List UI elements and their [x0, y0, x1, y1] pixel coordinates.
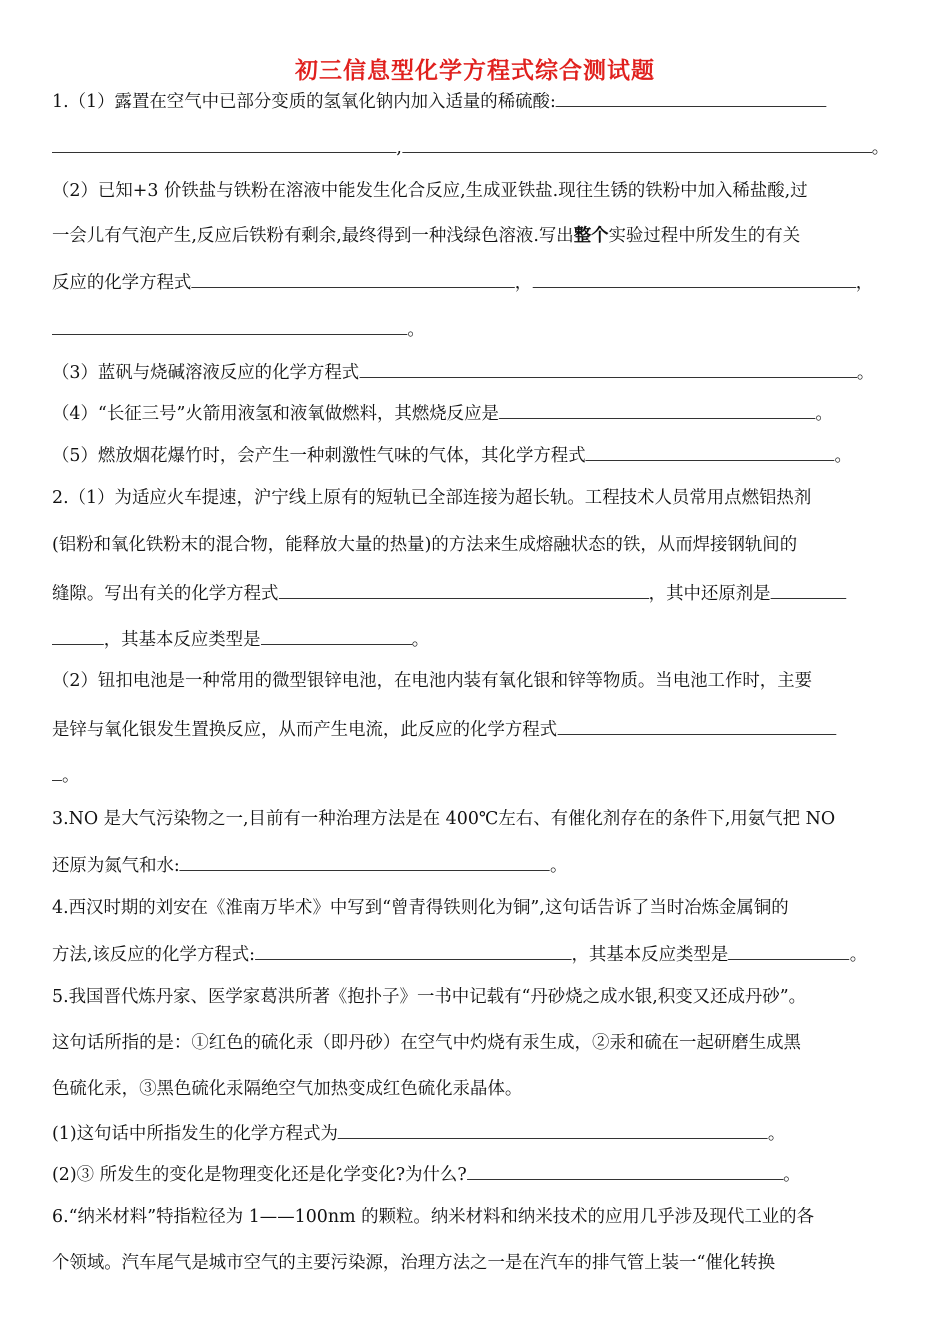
q4-line1: 4.西汉时期的刘安在《淮南万毕术》中写到“曾青得铁则化为铜”,这句话告诉了当时冶炼金属铜的: [52, 898, 789, 918]
answer-blank[interactable]: [557, 716, 836, 735]
period: 。: [61, 766, 80, 786]
q5-sub1: [52, 1120, 898, 1147]
q1-part2-line1: （2）已知+3 价铁盐与铁粉在溶液中能发生化合反应,生成亚铁盐.现往生锈的铁粉中加入稀盐酸,过: [52, 181, 808, 201]
q2-part2-line2: [52, 716, 898, 743]
answer-blank[interactable]: [52, 134, 396, 153]
page-title: 初三信息型化学方程式综合测试题: [295, 58, 655, 84]
answer-blank[interactable]: [771, 580, 847, 599]
text: 是锌与氧化银发生置换反应，从而产生电流，此反应的化学方程式: [52, 720, 558, 740]
q1-part1-line1: [52, 88, 898, 115]
q1-part2-line3: [52, 269, 898, 296]
q1-part5: [52, 442, 898, 469]
text: ，其中还原剂是: [648, 584, 771, 604]
answer-blank[interactable]: [180, 852, 550, 871]
text: 缝隙。写出有关的化学方程式: [52, 584, 279, 604]
q5-sub2: [52, 1161, 898, 1188]
q2-line1: 2.（1）为适应火车提速，沪宁线上原有的短轨已全部连接为超长轨。工程技术人员常用点燃铝热剂: [52, 488, 812, 508]
q5-line3: 色硫化汞，③黑色硫化汞隔绝空气加热变成红色硫化汞晶体。: [52, 1079, 523, 1099]
q6-line1: 6.“纳米材料”特指粒径为 1——100nm 的颗粒。纳米材料和纳米技术的应用几乎涉及现代工业的各: [52, 1207, 815, 1227]
answer-blank[interactable]: [52, 762, 62, 781]
answer-blank[interactable]: [52, 316, 407, 335]
answer-blank[interactable]: [255, 941, 572, 960]
answer-blank[interactable]: [402, 134, 872, 153]
q2-part2-line1: （2）钮扣电池是一种常用的微型银锌电池，在电池内装有氧化银和锌等物质。当电池工作时，主要: [52, 671, 813, 691]
q5-line2: 这句话所指的是：①红色的硫化汞（即丹砂）在空气中灼烧有汞生成，②汞和硫在一起研磨生成黑: [52, 1033, 801, 1053]
answer-blank[interactable]: [52, 626, 104, 645]
text: 实验过程中所发生的有关: [608, 226, 801, 246]
answer-blank[interactable]: [359, 359, 857, 378]
q3-line1: 3.NO 是大气污染物之一,目前有一种治理方法是在 400℃左右、有催化剂存在的条件下,用氨气把 NO: [52, 809, 836, 829]
text: ，其基本反应类型是: [103, 630, 261, 650]
q2-part2-line3: [52, 762, 898, 789]
answer-blank[interactable]: [586, 442, 835, 461]
period: 。: [407, 320, 425, 340]
period: 。: [834, 446, 852, 466]
answer-blank[interactable]: [261, 626, 412, 645]
answer-blank[interactable]: [191, 269, 514, 288]
text: 方法,该反应的化学方程式:: [52, 945, 256, 965]
q1-part4: [52, 400, 898, 427]
separator: ，: [514, 273, 533, 293]
text: ，其基本反应类型是: [571, 945, 729, 965]
answer-blank[interactable]: [467, 1161, 784, 1180]
separator: ，: [855, 273, 874, 293]
period: 。: [871, 138, 890, 158]
period: 。: [550, 856, 568, 876]
q2-line4: [52, 626, 898, 653]
period: 。: [411, 630, 430, 650]
period: 。: [849, 945, 868, 965]
q1-part2-line2: [52, 223, 898, 249]
text: (1)这句话中所指发生的化学方程式为: [52, 1124, 338, 1144]
answer-blank[interactable]: [338, 1120, 768, 1139]
q3-line2: [52, 852, 898, 879]
q1-part2-line4: [52, 316, 898, 343]
q6-line2: 个领域。汽车尾气是城市空气的主要污染源，治理方法之一是在汽车的排气管上装一“催化转换: [52, 1253, 776, 1273]
text: 一会儿有气泡产生,反应后铁粉有剩余,最终得到一种浅绿色溶液.写出: [52, 226, 574, 246]
q1-part1-line2: [52, 134, 898, 161]
answer-blank[interactable]: [532, 269, 855, 288]
period: 。: [856, 363, 875, 383]
text: （4）“长征三号”火箭用液氢和液氧做燃料，其燃烧反应是: [52, 404, 499, 424]
answer-blank[interactable]: [728, 941, 849, 960]
q2-line3: [52, 580, 898, 607]
period: 。: [783, 1165, 801, 1185]
period: 。: [815, 404, 833, 424]
q2-line2: (铝粉和氧化铁粉末的混合物，能释放大量的热量)的方法来生成熔融状态的铁，从而焊接钢轨间的: [52, 535, 798, 555]
q5-line1: 5.我国晋代炼丹家、医学家葛洪所著《抱扑子》一书中记载有“丹砂烧之成水银,积变又还成丹砂”。: [52, 987, 807, 1007]
text: 反应的化学方程式: [52, 273, 192, 293]
separator: ,: [396, 138, 402, 158]
answer-blank[interactable]: [556, 88, 827, 107]
period: 。: [767, 1124, 786, 1144]
text: 还原为氮气和水:: [52, 856, 180, 876]
emphasis-text: 整个: [573, 226, 609, 246]
answer-blank[interactable]: [278, 580, 648, 599]
text: （3）蓝矾与烧碱溶液反应的化学方程式: [52, 363, 360, 383]
answer-blank[interactable]: [499, 400, 816, 419]
text: (2)③ 所发生的变化是物理变化还是化学变化?为什么?: [52, 1165, 467, 1185]
text: （5）燃放烟花爆竹时，会产生一种刺激性气味的气体，其化学方程式: [52, 446, 586, 466]
q4-line2: [52, 941, 898, 968]
q1-part3: [52, 359, 898, 386]
q1-part1-text: 1.（1）露置在空气中已部分变质的氢氧化钠内加入适量的稀硫酸:: [52, 92, 556, 112]
